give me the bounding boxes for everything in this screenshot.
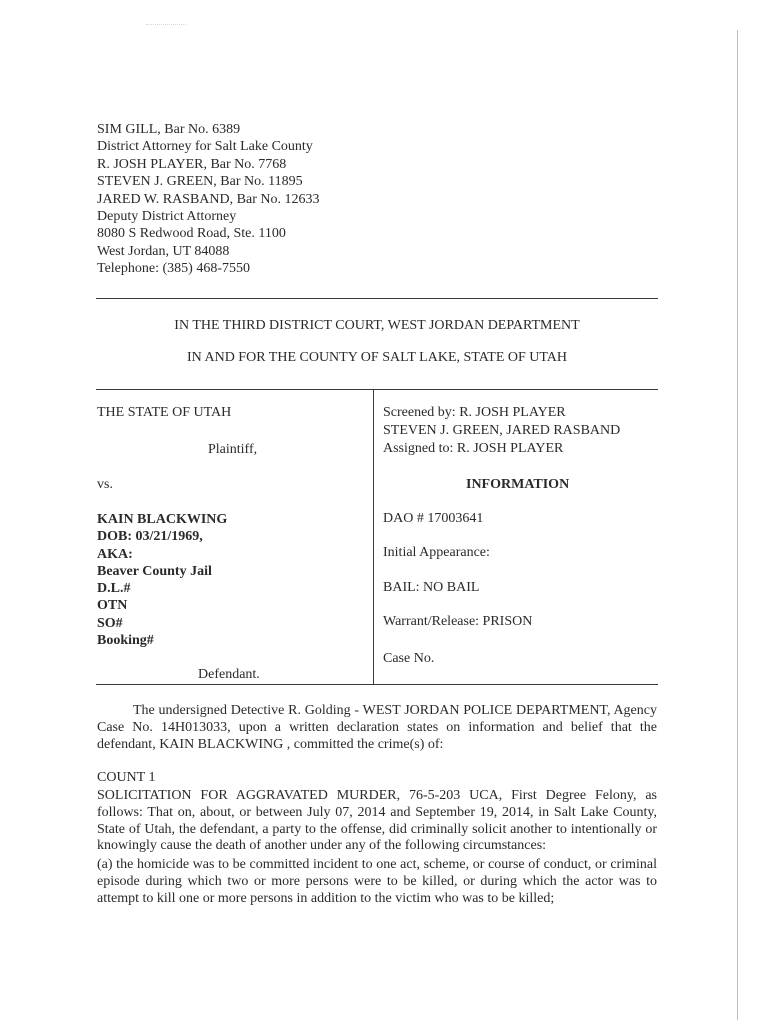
case-number: Case No. bbox=[383, 651, 435, 666]
screened-by: Screened by: R. JOSH PLAYER bbox=[383, 405, 566, 420]
attorney-line: R. JOSH PLAYER, Bar No. 7768 bbox=[97, 156, 287, 172]
court-county: IN AND FOR THE COUNTY OF SALT LAKE, STATE OF UTAH bbox=[186, 350, 568, 365]
attorney-line: District Attorney for Salt Lake County bbox=[97, 139, 313, 155]
defendant-line: Beaver County Jail bbox=[97, 563, 212, 579]
document-type: INFORMATION bbox=[466, 477, 570, 492]
count-item-a: (a) the homicide was to be committed incident to one act, scheme, or course of conduct, or criminal episode during which two or more persons were to be killed, or during which the actor was to attempt to kill one or more persons in addition to the victim who was to be killed; bbox=[97, 857, 657, 906]
defendant-line: KAIN BLACKWING bbox=[97, 512, 228, 527]
caption-top-rule bbox=[96, 389, 658, 390]
attorney-line: JARED W. RASBAND, Bar No. 12633 bbox=[97, 191, 320, 207]
warrant-release: Warrant/Release: PRISON bbox=[383, 614, 533, 629]
plaintiff-name: THE STATE OF UTAH bbox=[97, 405, 232, 420]
divider-top bbox=[96, 298, 658, 299]
versus-label: vs. bbox=[97, 477, 113, 492]
intro-paragraph: The undersigned Detective R. Golding - WEST JORDAN POLICE DEPARTMENT, Agency Case No. 14H013033, upon a written declaration states on information and belief that the defendant, KAIN BLACKWING , committed the crime(s) of: bbox=[97, 703, 657, 752]
attorney-line: Deputy District Attorney bbox=[97, 209, 237, 225]
court-name: IN THE THIRD DISTRICT COURT, WEST JORDAN DEPARTMENT bbox=[174, 318, 580, 333]
defendant-line: SO# bbox=[97, 615, 123, 631]
defendant-line: DOB: 03/21/1969, bbox=[97, 529, 203, 545]
defendant-line: D.L.# bbox=[97, 581, 131, 597]
attorney-line: SIM GILL, Bar No. 6389 bbox=[97, 122, 241, 137]
defendant-line: OTN bbox=[97, 598, 128, 614]
plaintiff-label: Plaintiff, bbox=[208, 442, 258, 457]
count-text: SOLICITATION FOR AGGRAVATED MURDER, 76-5-203 UCA, First Degree Felony, as follows: That on, about, or between July 07, 2014 and September 19, 2014, in Salt Lake County, State of Utah, the defendant, a party to the offense, did criminally solicit another to intentionally or knowingly cause the death of another under any of the following circumstances: bbox=[97, 788, 657, 854]
defendant-line: Booking# bbox=[97, 633, 154, 649]
attorney-line: West Jordan, UT 84088 bbox=[97, 243, 230, 259]
assigned-to: Assigned to: R. JOSH PLAYER bbox=[383, 441, 564, 456]
defendant-block bbox=[97, 511, 227, 649]
caption-bottom-rule bbox=[96, 684, 658, 685]
defendant-label: Defendant. bbox=[198, 667, 260, 682]
attorney-line: 8080 S Redwood Road, Ste. 1100 bbox=[97, 226, 286, 242]
defendant-line: AKA: bbox=[97, 546, 133, 562]
count-heading: COUNT 1 bbox=[97, 770, 156, 785]
bail: BAIL: NO BAIL bbox=[383, 580, 480, 595]
margin-rule bbox=[737, 30, 738, 1020]
attorney-block bbox=[97, 121, 319, 278]
scan-artifact bbox=[146, 24, 186, 31]
attorney-line: Telephone: (385) 468-7550 bbox=[97, 261, 250, 277]
screened-by-continued: STEVEN J. GREEN, JARED RASBAND bbox=[383, 423, 621, 438]
caption-divider bbox=[373, 389, 374, 685]
attorney-line: STEVEN J. GREEN, Bar No. 11895 bbox=[97, 174, 303, 190]
initial-appearance: Initial Appearance: bbox=[383, 545, 490, 560]
dao-number: DAO # 17003641 bbox=[383, 511, 484, 526]
